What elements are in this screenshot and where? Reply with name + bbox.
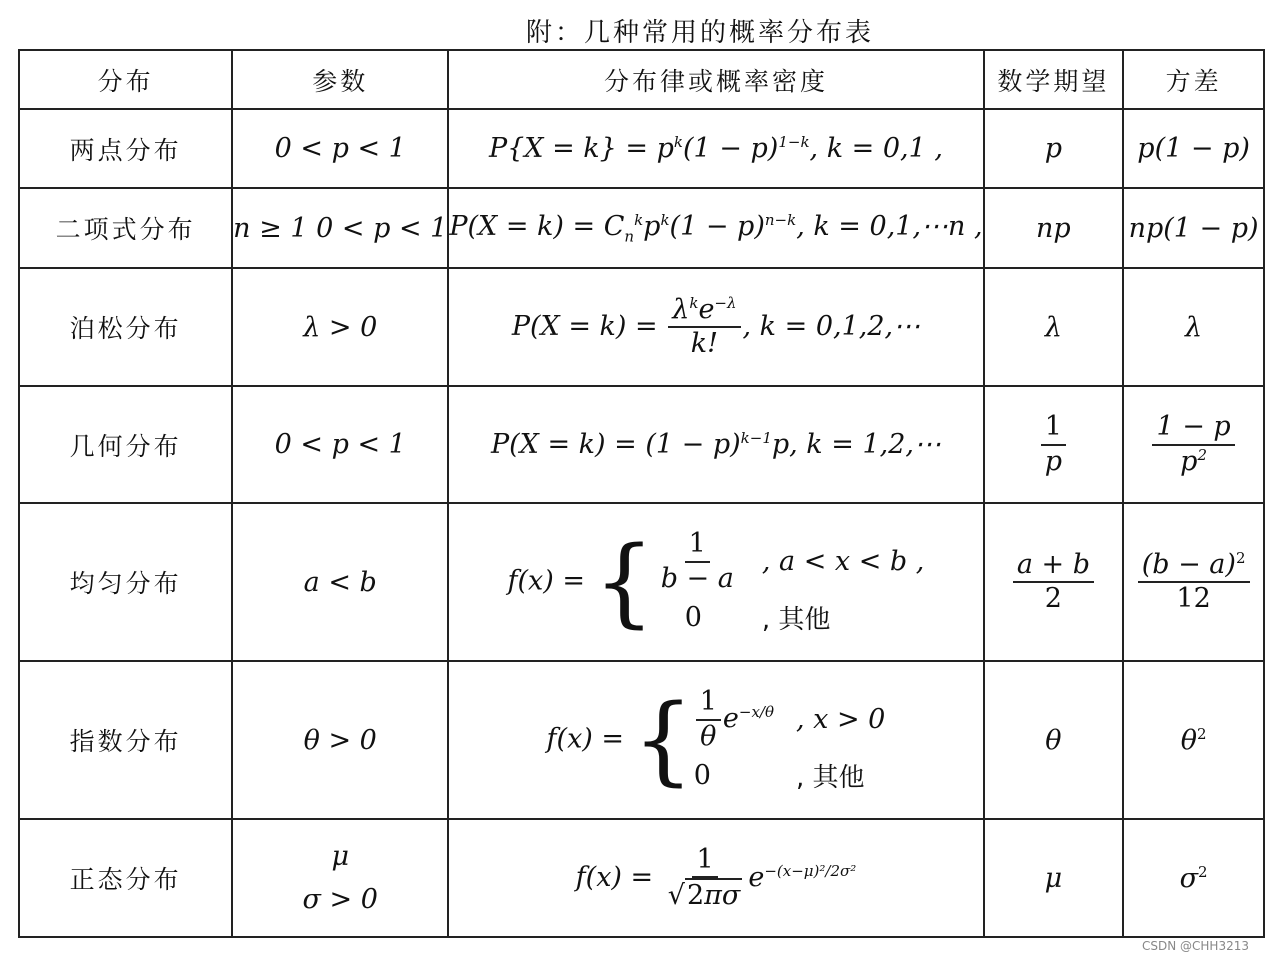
watermark: CSDN @CHH3213 (1142, 939, 1249, 953)
otherwise-label: 其他 (812, 762, 865, 793)
table-row (19, 386, 1264, 503)
row-name: 正态分布 (19, 819, 232, 937)
row-param: 0 < p < 1 (232, 386, 448, 503)
row-variance: p(1 − p) (1123, 109, 1264, 188)
row-expectation: np (984, 188, 1124, 268)
page-title: 附：几种常用的概率分布表 (525, 18, 874, 48)
row-expectation: $\frac{1}{p}$ (984, 386, 1124, 503)
table-row (19, 661, 1264, 819)
row-param: n ≥ 1 0 < p < 1 (232, 188, 448, 268)
row-param: a < b (232, 503, 448, 661)
row-name: 二项式分布 (19, 188, 232, 268)
row-name: 指数分布 (19, 661, 232, 819)
row-name: 两点分布 (19, 109, 232, 188)
distribution-table (18, 49, 1265, 938)
row-expectation: $\frac{a + b}{2}$ (984, 503, 1124, 661)
row-variance: $\frac{1 - p}{p^2}$ (1123, 386, 1264, 503)
row-expectation: λ (984, 268, 1124, 386)
row-formula: $P(X = k) = C_n^kp^k(1 - p)^{n-k}$, k = 0,1,⋯n , (448, 188, 983, 268)
header-pmf-pdf: 分布律或概率密度 (448, 50, 983, 109)
table-row (19, 503, 1264, 661)
row-formula: f(x) = { $\frac{1}{\theta}$ $e^{-x/\theta}$ , x > 0 0 , 其他 (448, 661, 983, 819)
header-variance: 方差 (1123, 50, 1264, 109)
header-row (19, 50, 1264, 109)
table-row (19, 109, 1264, 188)
table-row (19, 819, 1264, 937)
row-param: 0 < p < 1 (232, 109, 448, 188)
row-formula: $P(X = k) = (1 - p)^{k-1}p$, k = 1,2,⋯ (448, 386, 983, 503)
row-param (232, 819, 448, 937)
row-param: λ > 0 (232, 268, 448, 386)
row-formula: f(x) = $\frac{1}{√2\pi\sigma}$ $e^{-(x-\mu)^2/2\sigma^2}$ (448, 819, 983, 937)
row-name: 泊松分布 (19, 268, 232, 386)
row-formula: $P\{X = k\} = p^k(1 - p)^{1-k}$, k = 0,1 , (448, 109, 983, 188)
row-name: 均匀分布 (19, 503, 232, 661)
table-row (19, 188, 1264, 268)
row-param-mean: μ (331, 840, 350, 872)
row-expectation: p (984, 109, 1124, 188)
row-expectation: θ (984, 661, 1124, 819)
row-variance: $\theta^2$ (1123, 661, 1264, 819)
row-formula: f(x) = { $\frac{1}{b - a}$ , a < x < b , 0 , 其他 (448, 503, 983, 661)
row-variance: λ (1123, 268, 1264, 386)
header-expectation: 数学期望 (984, 50, 1124, 109)
header-distribution: 分布 (19, 50, 232, 109)
row-name: 几何分布 (19, 386, 232, 503)
row-formula: P(X = k) = $\frac{\lambda^ke^{-\lambda}}{k!}$ , k = 0,1,2,⋯ (448, 268, 983, 386)
row-param: θ > 0 (232, 661, 448, 819)
row-variance: $\frac{(b - a)^2}{12}$ (1123, 503, 1264, 661)
table-row (19, 268, 1264, 386)
row-param-sigma: σ > 0 (302, 884, 378, 915)
row-expectation: μ (984, 819, 1124, 937)
header-parameter: 参数 (232, 50, 448, 109)
otherwise-label: 其他 (778, 604, 831, 635)
row-variance: np(1 − p) (1123, 188, 1264, 268)
row-variance: $\sigma^2$ (1123, 819, 1264, 937)
